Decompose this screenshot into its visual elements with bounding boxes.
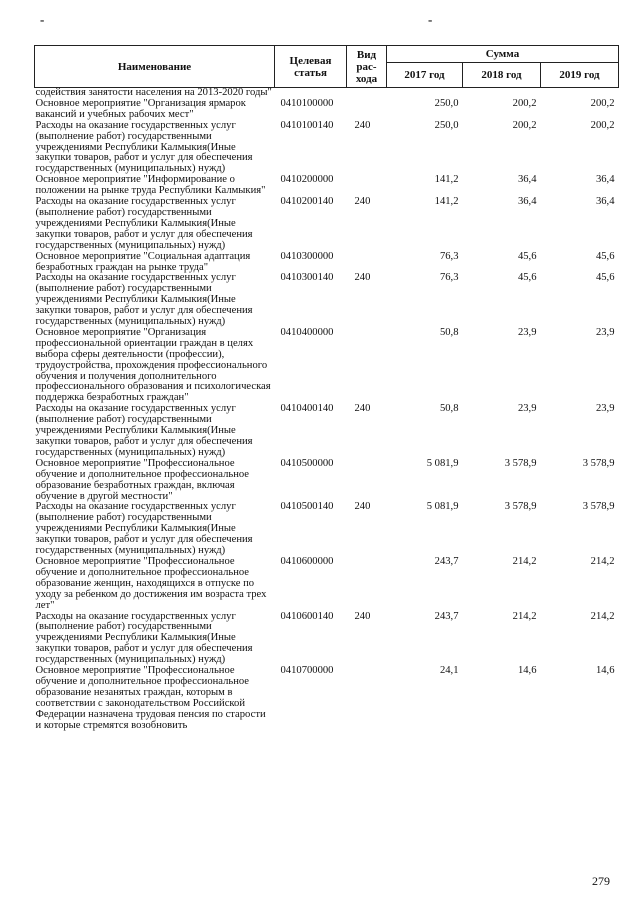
row-value-2019: 45,6 — [595, 250, 615, 262]
row-value-2018: 23,9 — [517, 403, 537, 415]
header-year-2017: 2017 год — [387, 63, 463, 88]
table-row — [35, 404, 619, 459]
row-value-2018: 200,2 — [512, 119, 537, 131]
table-row — [35, 328, 619, 404]
row-name: Расходы на оказание государственных услуг (выполнение работ) государственными учреждениями Республики Калмыкия(Иные закупки товаров, работ и услуг для обеспечения государственных (муниципальных) нужд) — [35, 403, 253, 458]
header-dash-right: - — [428, 12, 433, 27]
row-value-2019: 45,6 — [595, 272, 615, 284]
table-row — [35, 612, 619, 667]
row-code: 0410100000 — [280, 97, 334, 109]
row-value-2017: 141,2 — [434, 174, 459, 186]
row-name: Расходы на оказание государственных услуг (выполнение работ) государственными учреждениями Республики Калмыкия(Иные закупки товаров, работ и услуг для обеспечения государственных (муниципальных) нужд) — [35, 119, 253, 175]
row-name: Основное мероприятие "Профессиональное обучение и дополнительное профессиональное образование безработных граждан, включая обучение в другой местности" — [35, 457, 249, 502]
row-name: Расходы на оказание государственных услуг (выполнение работ) государственными учреждениями Республики Калмыкия(Иные закупки товаров, работ и услуг для обеспечения государственных (муниципальных) нужд) — [35, 501, 253, 557]
row-code: 0410300000 — [280, 250, 334, 262]
table-row — [35, 557, 619, 612]
budget-table — [34, 45, 619, 731]
row-value-2017: 76,3 — [439, 272, 459, 284]
row-code: 0410200140 — [280, 196, 334, 208]
row-name: Основное мероприятие "Социальная адаптация безработных граждан на рынке труда" — [35, 250, 251, 273]
row-code: 0410100140 — [280, 119, 334, 131]
table-body — [35, 88, 619, 732]
table-row — [35, 459, 619, 503]
row-expense-type: 240 — [354, 403, 371, 415]
row-expense-type: 240 — [354, 196, 371, 208]
row-name: Расходы на оказание государственных услуг (выполнение работ) государственными учреждениями Республики Калмыкия(Иные закупки товаров, работ и услуг для обеспечения государственных (муниципальных) нужд) — [35, 196, 253, 251]
row-value-2019: 3 578,9 — [582, 457, 615, 469]
row-name: Основное мероприятие "Профессиональное обучение и дополнительное профессиональное образование женщин, находящихся в отпуске по уходу за ребенком до достижения им возраста трех лет" — [35, 555, 267, 611]
row-value-2019: 23,9 — [595, 403, 615, 415]
row-value-2019: 214,2 — [590, 555, 615, 567]
row-name: Основное мероприятие "Организация ярмарок вакансий и учебных рабочих мест" — [35, 97, 246, 120]
row-code: 0410200000 — [280, 174, 334, 186]
table-row — [35, 273, 619, 328]
row-value-2017: 141,2 — [434, 196, 459, 208]
row-value-2017: 5 081,9 — [426, 457, 459, 469]
row-value-2017: 76,3 — [439, 250, 459, 262]
row-expense-type — [347, 557, 387, 612]
header-year-2018: 2018 год — [463, 63, 541, 88]
row-name: содействия занятости населения на 2013-2020 годы" — [35, 87, 272, 98]
row-name: Расходы на оказание государственных услуг (выполнение работ) государственными учреждениями Республики Калмыкия(Иные закупки товаров, работ и услуг для обеспечения государственных (муниципальных) нужд) — [35, 610, 253, 666]
row-value-2018: 36,4 — [517, 196, 537, 208]
row-code: 0410700000 — [280, 665, 334, 677]
row-expense-type — [347, 459, 387, 503]
table-row — [35, 121, 619, 176]
row-value-2017: 243,7 — [434, 555, 459, 567]
row-expense-type — [347, 175, 387, 197]
row-code: 0410600000 — [280, 555, 334, 567]
row-value-2019: 36,4 — [595, 196, 615, 208]
row-value-2019: 200,2 — [590, 119, 615, 131]
table-row — [35, 99, 619, 121]
row-value-2018: 214,2 — [512, 610, 537, 622]
row-value-2017: 24,1 — [439, 665, 459, 677]
header-dash-left: - — [40, 12, 45, 27]
row-value-2019: 23,9 — [595, 326, 615, 338]
table-header — [35, 46, 619, 88]
row-expense-type — [347, 88, 387, 99]
row-value-2018: 214,2 — [512, 555, 537, 567]
row-value-2018: 36,4 — [517, 174, 537, 186]
row-value-2018: 3 578,9 — [504, 501, 537, 513]
row-expense-type — [347, 666, 387, 731]
row-value-2017: 50,8 — [439, 326, 459, 338]
header-expense-type: Вид рас-хода — [347, 46, 387, 88]
row-expense-type — [347, 328, 387, 404]
row-name: Основное мероприятие "Организация профессиональной ориентации граждан в целях выбора сферы деятельности (профессии), трудоустройства, прохождения профессионального обучения и получения дополнительного профессионального образования и психологическая поддержка безработных граждан" — [35, 326, 271, 404]
row-value-2018: 200,2 — [512, 97, 537, 109]
row-value-2018: 14,6 — [517, 665, 537, 677]
row-code: 0410400140 — [280, 403, 334, 415]
row-value-2019: 214,2 — [590, 610, 615, 622]
row-expense-type: 240 — [354, 272, 371, 284]
header-sum: Сумма — [387, 46, 619, 63]
row-code: 0410400000 — [280, 326, 334, 338]
row-value-2017: 250,0 — [434, 119, 459, 131]
header-year-2019: 2019 год — [541, 63, 619, 88]
row-code: 0410500140 — [280, 501, 334, 513]
row-expense-type — [347, 252, 387, 274]
row-expense-type — [347, 99, 387, 121]
row-value-2018: 23,9 — [517, 326, 537, 338]
table-row — [35, 175, 619, 197]
row-name: Основное мероприятие "Профессиональное обучение и дополнительное профессиональное образование незанятых граждан, которым в соответствии с законодательством Российской Федерации назначена трудовая пенсия по старости и которые стремятся возобновить — [35, 665, 266, 731]
row-expense-type: 240 — [354, 501, 371, 513]
row-value-2017: 250,0 — [434, 97, 459, 109]
table-row — [35, 252, 619, 274]
row-value-2019: 3 578,9 — [582, 501, 615, 513]
row-value-2017: 5 081,9 — [426, 501, 459, 513]
row-value-2018: 45,6 — [517, 250, 537, 262]
row-value-2017: 243,7 — [434, 610, 459, 622]
row-value-2019: 36,4 — [595, 174, 615, 186]
header-name: Наименование — [35, 46, 275, 88]
row-value-2019: 14,6 — [595, 665, 615, 677]
row-expense-type: 240 — [354, 119, 371, 131]
row-code: 0410300140 — [280, 272, 334, 284]
table-row — [35, 666, 619, 731]
row-code: 0410600140 — [280, 610, 334, 622]
row-value-2018: 45,6 — [517, 272, 537, 284]
row-expense-type: 240 — [354, 610, 371, 622]
table-row — [35, 197, 619, 252]
row-name: Расходы на оказание государственных услуг (выполнение работ) государственными учреждениями Республики Калмыкия(Иные закупки товаров, работ и услуг для обеспечения государственных (муниципальных) нужд) — [35, 272, 253, 328]
header-code: Целевая статья — [275, 46, 347, 88]
row-value-2019: 200,2 — [590, 97, 615, 109]
row-value-2018: 3 578,9 — [504, 457, 537, 469]
row-value-2017: 50,8 — [439, 403, 459, 415]
page-number: 279 — [592, 874, 610, 888]
row-name: Основное мероприятие "Информирование о положении на рынке труда Республики Калмыкия" — [35, 174, 266, 197]
row-code: 0410500000 — [280, 457, 334, 469]
table-row — [35, 502, 619, 557]
